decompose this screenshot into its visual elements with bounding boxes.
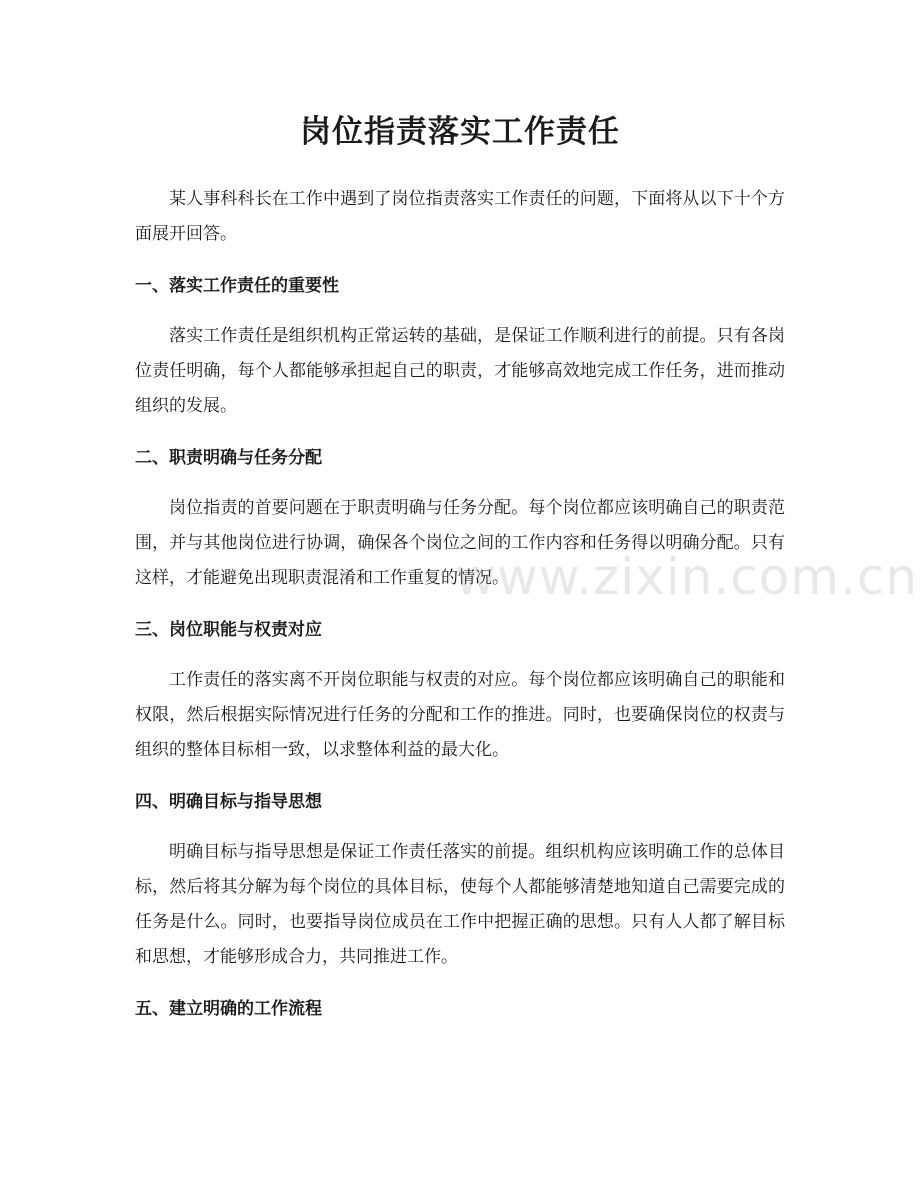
section-heading-4: 四、明确目标与指导思想	[135, 792, 322, 812]
section-heading-2: 二、职责明确与任务分配	[135, 448, 322, 468]
section-heading-5: 五、建立明确的工作流程	[135, 999, 322, 1019]
section-paragraph-2: 岗位指责的首要问题在于职责明确与任务分配。每个岗位都应该明确自己的职责范围，并与其他岗位进行协调，确保各个岗位之间的工作内容和任务得以明确分配。只有这样，才能避免出现职责混淆和工作重复的情况。	[135, 498, 785, 588]
section-paragraph-3: 工作责任的落实离不开岗位职能与权责的对应。每个岗位都应该明确自己的职能和权限，然后根据实际情况进行任务的分配和工作的推进。同时，也要确保岗位的权责与组织的整体目标相一致，以求整体利益的最大化。	[135, 670, 785, 760]
document-title: 岗位指责落实工作责任	[300, 114, 620, 150]
watermark: www.zixin.com.cn	[455, 548, 919, 606]
section-paragraph-1: 落实工作责任是组织机构正常运转的基础，是保证工作顺利进行的前提。只有各岗位责任明确，每个人都能够承担起自己的职责，才能够高效地完成工作任务，进而推动组织的发展。	[135, 326, 785, 416]
section-heading-3: 三、岗位职能与权责对应	[135, 620, 322, 640]
section-paragraph-4: 明确目标与指导思想是保证工作责任落实的前提。组织机构应该明确工作的总体目标，然后将其分解为每个岗位的具体目标，使每个人都能够清楚地知道自己需要完成的任务是什么。同时，也要指导岗位成员在工作中把握正确的思想。只有人人都了解目标和思想，才能够形成合力，共同推进工作。	[135, 842, 785, 967]
intro-paragraph: 某人事科科长在工作中遇到了岗位指责落实工作责任的问题，下面将从以下十个方面展开回答。	[135, 189, 785, 244]
document-body	[135, 182, 785, 1027]
section-heading-1: 一、落实工作责任的重要性	[135, 276, 339, 296]
